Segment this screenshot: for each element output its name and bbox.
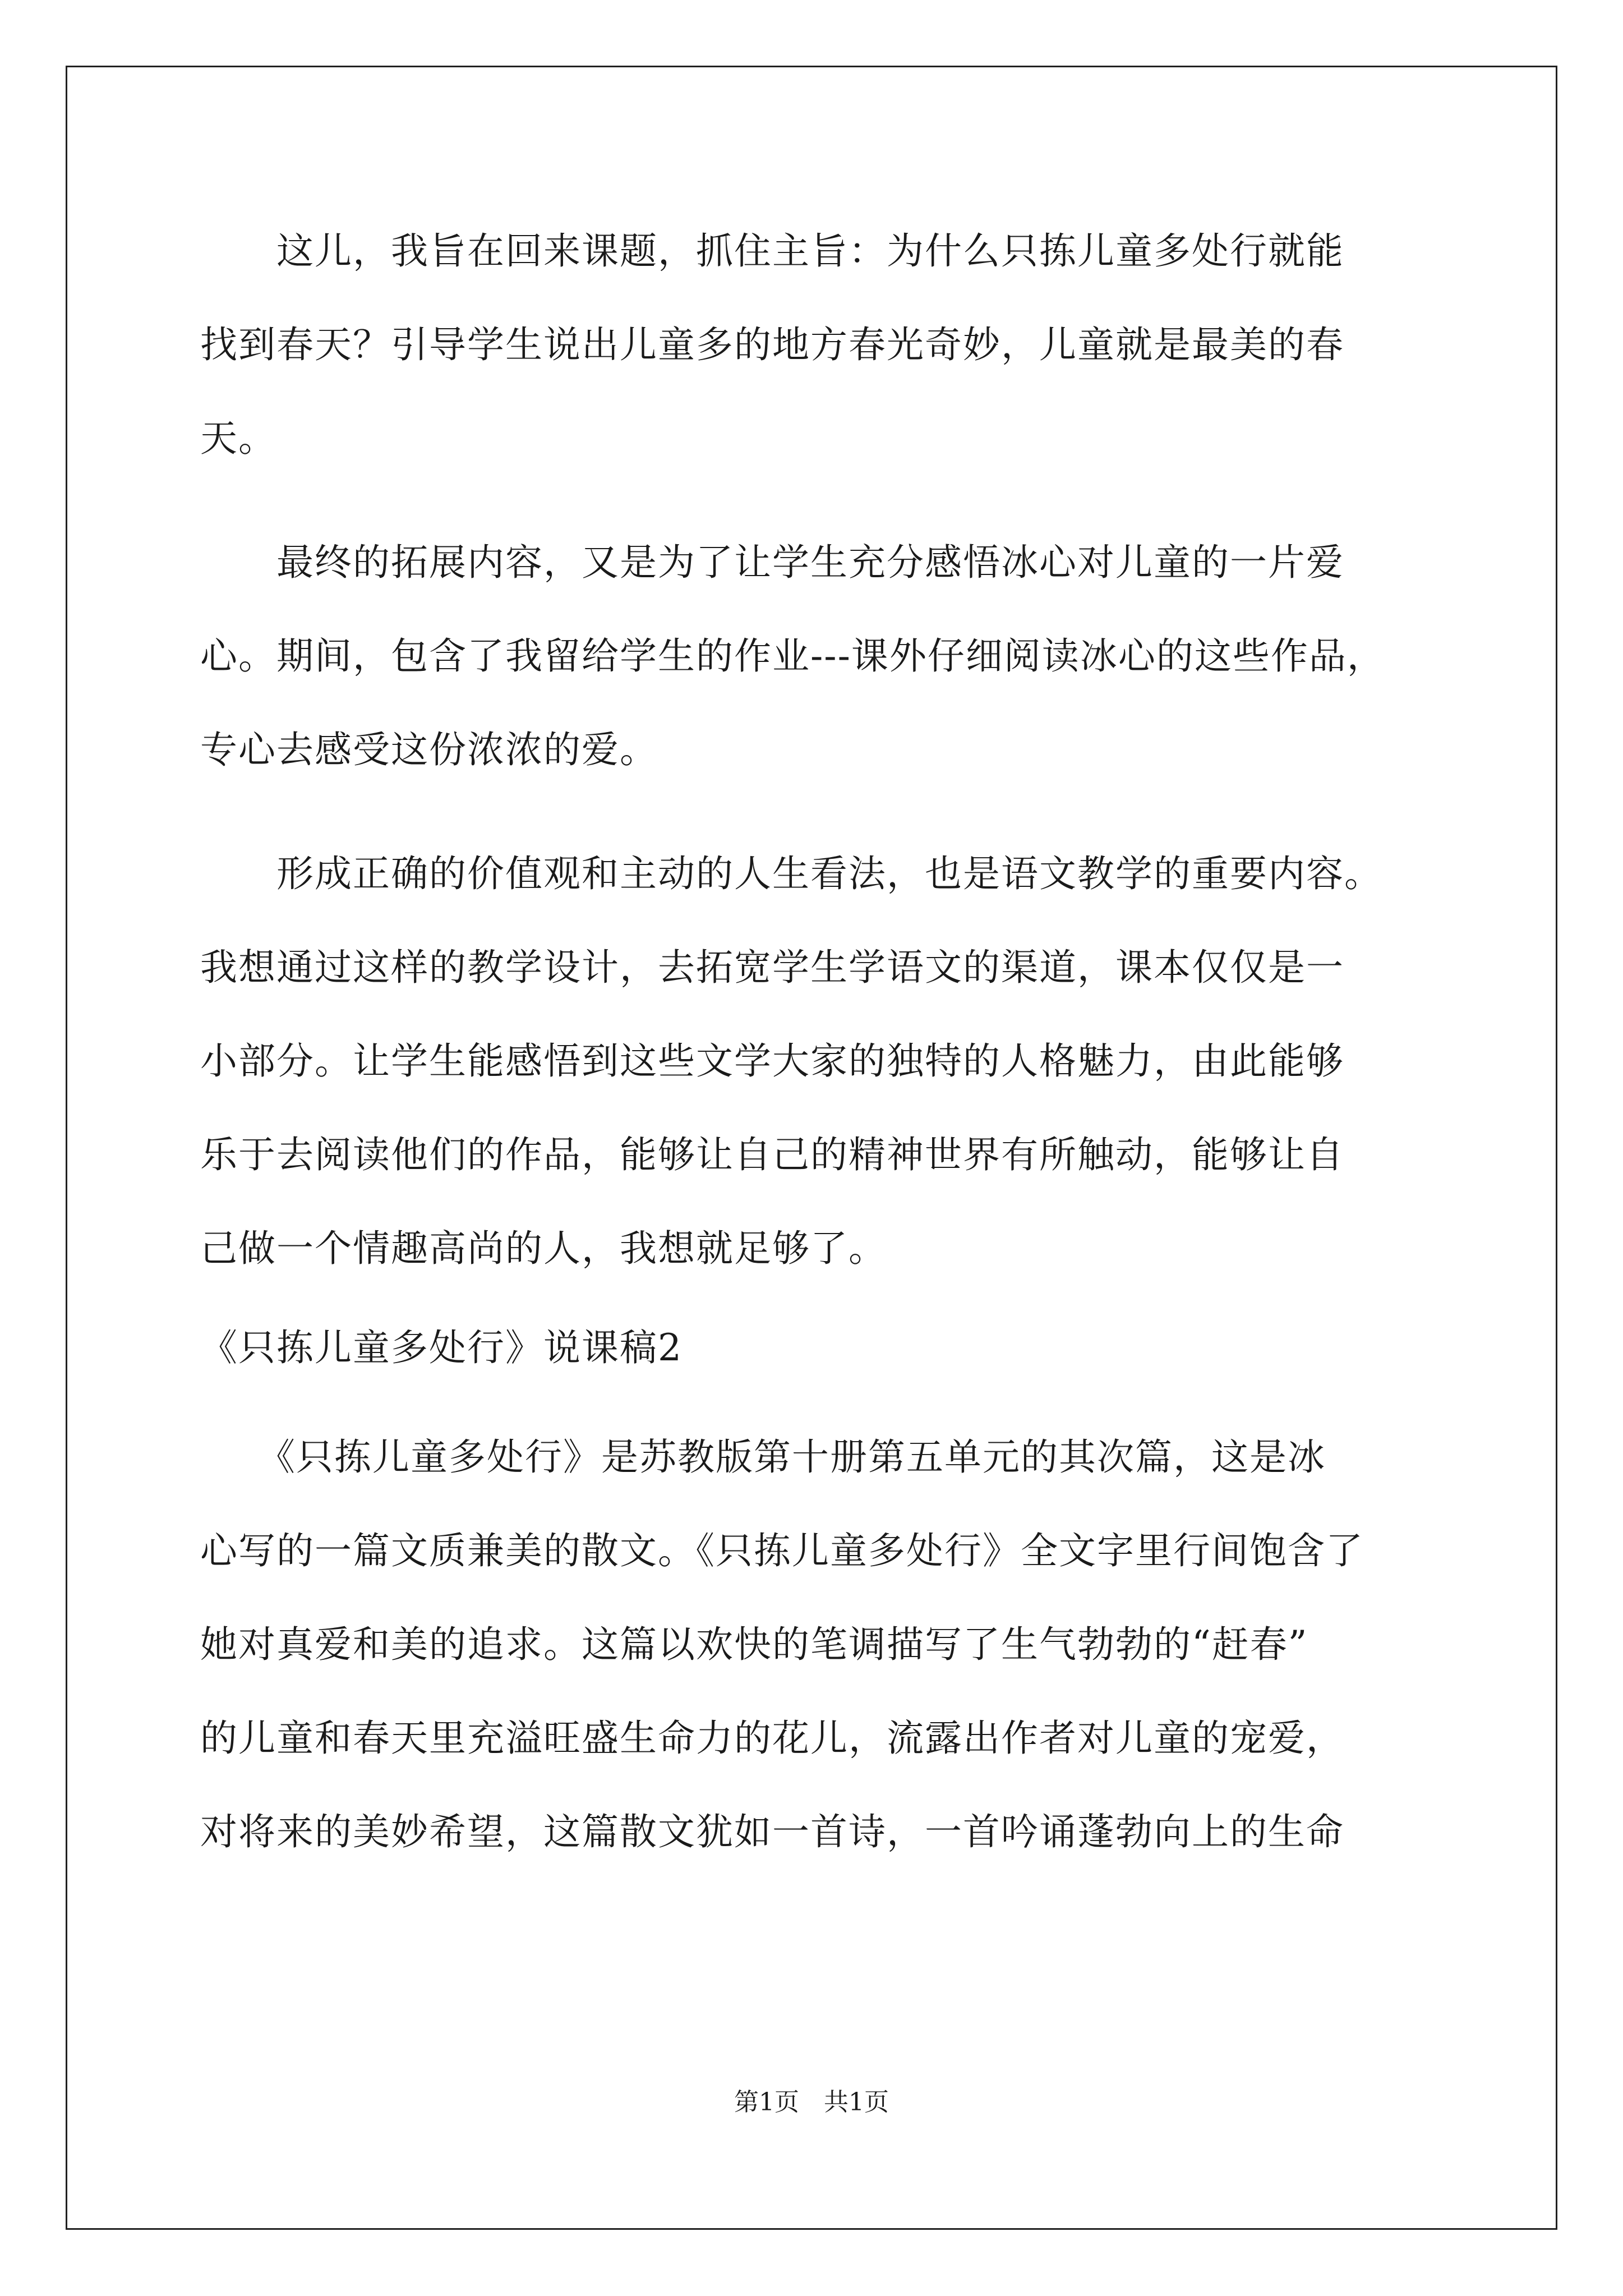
paragraph-line: 找到春天？引导学生说出儿童多的地方春光奇妙，儿童就是最美的春	[200, 323, 1344, 366]
paragraph-line: 己做一个情趣高尚的人，我想就足够了。	[200, 1227, 887, 1270]
page-footer: 第1页 共1页	[734, 2088, 889, 2116]
paragraph-line: 《只拣儿童多处行》是苏教版第十册第五单元的其次篇，这是冰	[200, 1435, 1326, 1479]
paragraph-line: 心写的一篇文质兼美的散文。《只拣儿童多处行》全文字里行间饱含了	[200, 1529, 1364, 1572]
paragraph-line: 心。期间，包含了我留给学生的作业---课外仔细阅读冰心的这些作品，	[200, 634, 1385, 678]
paragraph-line: 最终的拓展内容，又是为了让学生充分感悟冰心对儿童的一片爱	[200, 541, 1344, 584]
paragraph-line: 形成正确的价值观和主动的人生看法，也是语文教学的重要内容。	[200, 852, 1382, 895]
paragraph-line: 专心去感受这份浓浓的爱。	[200, 728, 658, 771]
paragraph-line: 天。	[200, 417, 276, 460]
paragraph-line: 这儿，我旨在回来课题，抓住主旨：为什么只拣儿童多处行就能	[200, 229, 1344, 273]
paragraph-line: 的儿童和春天里充溢旺盛生命力的花儿，流露出作者对儿童的宠爱，	[200, 1717, 1344, 1760]
section-heading: 《只拣儿童多处行》说课稿2	[200, 1326, 683, 1369]
paragraph-line: 乐于去阅读他们的作品，能够让自己的精神世界有所触动，能够让自	[200, 1133, 1344, 1176]
paragraph-line: 小部分。让学生能感悟到这些文学大家的独特的人格魅力，由此能够	[200, 1039, 1344, 1083]
paragraph-line: 我想通过这样的教学设计，去拓宽学生学语文的渠道，课本仅仅是一	[200, 946, 1344, 989]
paragraph-line: 她对真爱和美的追求。这篇以欢快的笔调描写了生气勃勃的“赶春”	[200, 1623, 1308, 1666]
paragraph-line: 对将来的美妙希望，这篇散文犹如一首诗，一首吟诵蓬勃向上的生命	[200, 1810, 1344, 1853]
